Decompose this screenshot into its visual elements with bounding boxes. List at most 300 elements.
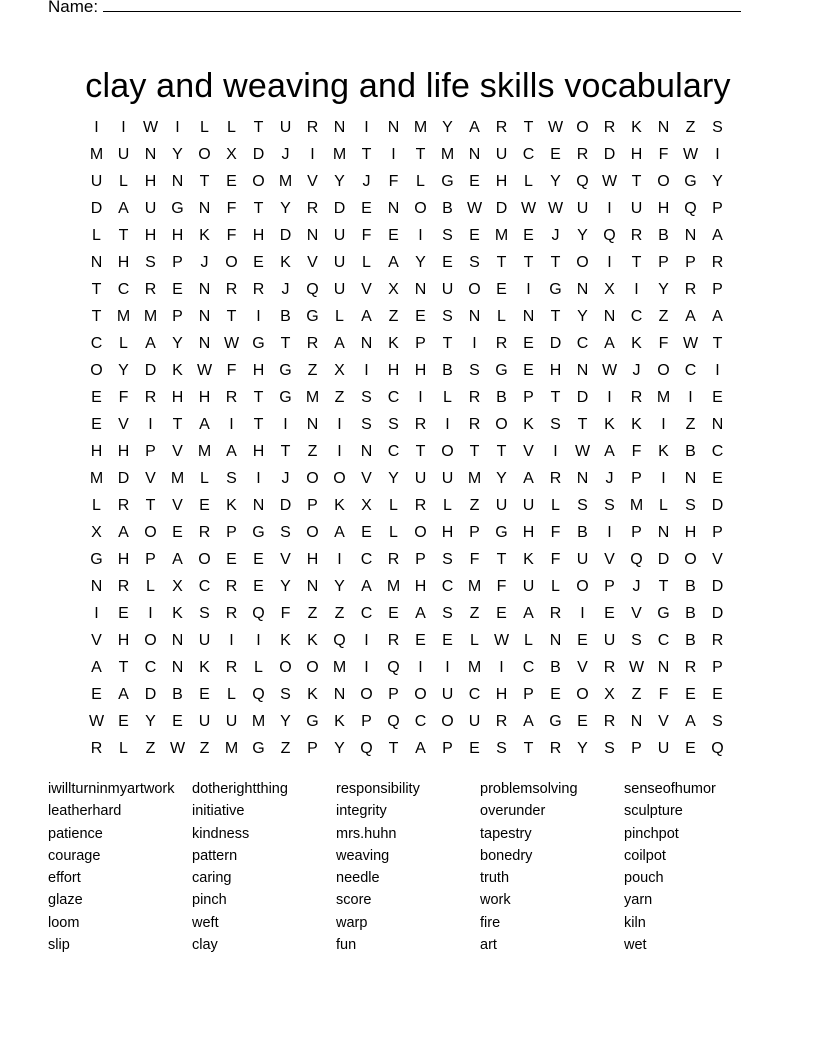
grid-letter: Z — [307, 362, 318, 379]
grid-letter: E — [577, 713, 588, 730]
grid-letter: L — [119, 335, 128, 352]
grid-letter: I — [364, 362, 369, 379]
grid-letter: B — [685, 605, 696, 622]
grid-letter: Y — [145, 713, 156, 730]
grid-letter: I — [418, 227, 423, 244]
grid-row — [83, 465, 731, 492]
grid-letter: P — [145, 443, 156, 460]
grid-letter: B — [172, 686, 183, 703]
grid-letter: Q — [306, 281, 319, 298]
grid-letter: P — [442, 740, 453, 757]
grid-letter: R — [549, 470, 562, 487]
grid-letter: W — [547, 200, 564, 217]
grid-letter: V — [631, 605, 642, 622]
grid-letter: O — [441, 443, 454, 460]
grid-letter: F — [388, 173, 399, 190]
grid-letter: O — [90, 362, 103, 379]
grid-letter: R — [306, 119, 319, 136]
grid-letter: W — [547, 119, 564, 136]
grid-letter: A — [712, 227, 723, 244]
word-column — [48, 778, 192, 956]
grid-letter: T — [118, 227, 129, 244]
word-bank-item: leatherhard — [48, 803, 122, 820]
grid-letter: Z — [199, 740, 210, 757]
grid-letter: E — [91, 389, 102, 406]
grid-letter: A — [415, 740, 426, 757]
grid-letter: S — [550, 416, 561, 433]
grid-letter: D — [144, 686, 157, 703]
grid-letter: Y — [577, 740, 588, 757]
grid-letter: T — [469, 443, 480, 460]
grid-letter: R — [117, 578, 130, 595]
grid-letter: A — [91, 659, 102, 676]
grid-letter: U — [603, 632, 616, 649]
grid-letter: J — [200, 254, 209, 271]
grid-row — [83, 276, 731, 303]
grid-letter: K — [388, 335, 399, 352]
word-bank-item: fire — [480, 914, 501, 931]
grid-letter: E — [361, 200, 372, 217]
grid-letter: F — [658, 146, 669, 163]
word-bank-item: patience — [48, 825, 103, 842]
grid-row — [83, 735, 731, 762]
grid-letter: S — [388, 416, 399, 433]
grid-letter: N — [549, 632, 562, 649]
grid-letter: O — [225, 254, 238, 271]
grid-letter: Z — [469, 497, 480, 514]
grid-letter: T — [388, 740, 399, 757]
grid-letter: D — [279, 497, 292, 514]
grid-letter: T — [496, 551, 507, 568]
word-bank-item: pinch — [192, 892, 227, 909]
grid-letter: J — [362, 173, 371, 190]
grid-letter: J — [632, 578, 641, 595]
grid-letter: C — [144, 659, 157, 676]
grid-letter: E — [91, 686, 102, 703]
grid-letter: N — [468, 146, 481, 163]
grid-letter: R — [630, 389, 643, 406]
grid-letter: F — [496, 578, 507, 595]
grid-letter: H — [495, 173, 508, 190]
grid-letter: C — [576, 335, 589, 352]
grid-letter: R — [306, 200, 319, 217]
grid-letter: I — [688, 389, 693, 406]
grid-letter: K — [334, 497, 345, 514]
grid-letter: F — [631, 443, 642, 460]
grid-letter: N — [333, 686, 346, 703]
grid-letter: U — [468, 713, 481, 730]
grid-letter: S — [442, 227, 453, 244]
grid-letter: M — [89, 470, 104, 487]
grid-letter: R — [468, 416, 481, 433]
grid-letter: A — [361, 308, 372, 325]
grid-letter: R — [225, 605, 238, 622]
grid-letter: E — [469, 173, 480, 190]
grid-letter: C — [117, 281, 130, 298]
grid-letter: B — [442, 362, 453, 379]
grid-letter: C — [90, 335, 103, 352]
grid-letter: H — [684, 524, 697, 541]
grid-letter: Z — [658, 308, 669, 325]
grid-letter: G — [441, 173, 454, 190]
grid-row — [83, 330, 731, 357]
grid-letter: U — [117, 146, 130, 163]
word-bank-item: yarn — [624, 892, 653, 909]
grid-letter: S — [631, 632, 642, 649]
grid-letter: I — [607, 389, 612, 406]
grid-letter: N — [630, 713, 643, 730]
grid-letter: V — [361, 470, 372, 487]
grid-letter: M — [440, 146, 455, 163]
grid-letter: R — [711, 632, 724, 649]
grid-letter: I — [499, 659, 504, 676]
grid-letter: E — [253, 551, 264, 568]
grid-letter: X — [361, 497, 372, 514]
grid-letter: O — [198, 146, 211, 163]
grid-letter: B — [685, 578, 696, 595]
word-bank-item: responsibility — [336, 781, 420, 797]
word-bank-item: dotherightthing — [192, 781, 288, 797]
grid-letter: I — [256, 308, 261, 325]
grid-letter: N — [198, 308, 211, 325]
grid-letter: A — [334, 524, 345, 541]
grid-letter: L — [389, 497, 398, 514]
grid-letter: I — [256, 632, 261, 649]
grid-letter: L — [659, 497, 668, 514]
grid-letter: D — [117, 470, 130, 487]
grid-letter: U — [225, 713, 238, 730]
grid-letter: B — [496, 389, 507, 406]
grid-letter: C — [522, 659, 535, 676]
grid-letter: J — [605, 470, 614, 487]
grid-letter: L — [497, 308, 506, 325]
grid-letter: C — [468, 686, 481, 703]
grid-letter: I — [229, 632, 234, 649]
grid-letter: B — [685, 632, 696, 649]
grid-letter: B — [577, 524, 588, 541]
grid-letter: U — [333, 254, 346, 271]
grid-letter: L — [443, 497, 452, 514]
grid-letter: E — [415, 308, 426, 325]
grid-letter: S — [361, 416, 372, 433]
grid-letter: A — [361, 578, 372, 595]
grid-letter: R — [549, 740, 562, 757]
grid-letter: N — [387, 119, 400, 136]
grid-letter: Y — [388, 470, 399, 487]
grid-letter: F — [658, 686, 669, 703]
grid-row — [83, 141, 731, 168]
grid-letter: M — [251, 713, 266, 730]
grid-letter: E — [685, 686, 696, 703]
grid-letter: R — [117, 497, 130, 514]
grid-letter: D — [657, 551, 670, 568]
word-bank-item: weaving — [336, 847, 390, 864]
grid-letter: R — [603, 119, 616, 136]
grid-letter: F — [469, 551, 480, 568]
grid-letter: N — [522, 308, 535, 325]
grid-letter: M — [224, 740, 239, 757]
grid-letter: I — [661, 470, 666, 487]
grid-letter: Y — [415, 254, 426, 271]
grid-letter: P — [415, 551, 426, 568]
grid-letter: M — [170, 470, 185, 487]
grid-letter: R — [225, 578, 238, 595]
grid-letter: I — [607, 200, 612, 217]
grid-letter: Y — [577, 227, 588, 244]
grid-letter: D — [495, 200, 508, 217]
grid-letter: U — [630, 200, 643, 217]
grid-row — [83, 573, 731, 600]
grid-letter: K — [658, 443, 669, 460]
grid-letter: G — [90, 551, 103, 568]
grid-letter: Y — [334, 740, 345, 757]
grid-letter: K — [631, 119, 642, 136]
grid-letter: I — [634, 281, 639, 298]
grid-letter: S — [469, 362, 480, 379]
grid-row — [83, 384, 731, 411]
grid-letter: M — [386, 578, 401, 595]
grid-letter: P — [307, 740, 318, 757]
word-bank-item: art — [480, 937, 497, 954]
grid-letter: N — [576, 470, 589, 487]
grid-letter: E — [712, 389, 723, 406]
grid-letter: M — [89, 146, 104, 163]
grid-row — [83, 168, 731, 195]
grid-letter: I — [148, 605, 153, 622]
grid-letter: L — [389, 524, 398, 541]
grid-letter: P — [415, 335, 426, 352]
grid-letter: P — [631, 524, 642, 541]
grid-letter: Z — [685, 416, 696, 433]
grid-letter: Z — [307, 605, 318, 622]
grid-letter: O — [144, 524, 157, 541]
grid-letter: G — [306, 308, 319, 325]
grid-letter: Y — [577, 308, 588, 325]
grid-letter: L — [362, 254, 371, 271]
grid-letter: O — [333, 470, 346, 487]
grid-letter: K — [307, 632, 318, 649]
grid-letter: R — [495, 713, 508, 730]
grid-letter: J — [281, 146, 290, 163]
grid-letter: P — [145, 551, 156, 568]
grid-letter: C — [684, 362, 697, 379]
grid-letter: F — [658, 335, 669, 352]
grid-letter: E — [253, 254, 264, 271]
grid-letter: V — [91, 632, 102, 649]
grid-letter: S — [577, 497, 588, 514]
grid-letter: T — [253, 200, 264, 217]
grid-letter: L — [524, 632, 533, 649]
grid-letter: M — [656, 389, 671, 406]
grid-letter: H — [171, 227, 184, 244]
grid-row — [83, 438, 731, 465]
grid-letter: A — [469, 119, 480, 136]
grid-letter: I — [472, 335, 477, 352]
grid-letter: H — [441, 524, 454, 541]
grid-row — [83, 249, 731, 276]
grid-letter: O — [360, 686, 373, 703]
grid-letter: E — [388, 605, 399, 622]
word-bank-item: overunder — [480, 803, 546, 820]
grid-letter: T — [226, 308, 237, 325]
grid-letter: U — [414, 470, 427, 487]
grid-letter: N — [603, 308, 616, 325]
grid-letter: U — [522, 497, 535, 514]
grid-letter: I — [94, 605, 99, 622]
grid-letter: I — [94, 119, 99, 136]
grid-letter: N — [171, 659, 184, 676]
grid-letter: K — [172, 362, 183, 379]
grid-letter: Y — [496, 470, 507, 487]
grid-letter: G — [252, 740, 265, 757]
grid-letter: N — [333, 119, 346, 136]
grid-letter: V — [172, 497, 183, 514]
grid-letter: N — [144, 146, 157, 163]
grid-letter: V — [280, 551, 291, 568]
grid-letter: F — [118, 389, 129, 406]
grid-letter: Y — [280, 200, 291, 217]
grid-letter: O — [441, 713, 454, 730]
grid-letter: Q — [333, 632, 346, 649]
word-bank-item: tapestry — [480, 825, 532, 842]
grid-letter: C — [387, 443, 400, 460]
grid-letter: R — [306, 335, 319, 352]
grid-letter: P — [469, 524, 480, 541]
grid-letter: Y — [658, 281, 669, 298]
word-bank-item: loom — [48, 914, 80, 931]
grid-letter: D — [711, 605, 724, 622]
grid-row — [83, 546, 731, 573]
grid-letter: R — [684, 659, 697, 676]
grid-letter: L — [335, 308, 344, 325]
grid-letter: P — [307, 497, 318, 514]
grid-letter: E — [118, 713, 129, 730]
grid-row — [83, 600, 731, 627]
grid-letter: Y — [280, 578, 291, 595]
grid-letter: G — [279, 362, 292, 379]
grid-letter: X — [604, 281, 615, 298]
grid-letter: O — [414, 524, 427, 541]
grid-letter: I — [148, 416, 153, 433]
grid-letter: K — [523, 416, 534, 433]
grid-letter: T — [415, 146, 426, 163]
grid-letter: E — [361, 524, 372, 541]
grid-letter: A — [226, 443, 237, 460]
grid-letter: G — [495, 524, 508, 541]
grid-letter: T — [523, 740, 534, 757]
grid-letter: A — [388, 254, 399, 271]
grid-letter: O — [414, 686, 427, 703]
grid-letter: Y — [118, 362, 129, 379]
grid-letter: R — [225, 389, 238, 406]
grid-letter: R — [711, 254, 724, 271]
grid-letter: T — [577, 416, 588, 433]
grid-letter: O — [468, 281, 481, 298]
grid-letter: O — [657, 173, 670, 190]
grid-letter: W — [682, 335, 699, 352]
grid-letter: T — [280, 443, 291, 460]
grid-letter: W — [493, 632, 510, 649]
grid-letter: G — [252, 524, 265, 541]
grid-letter: T — [253, 119, 264, 136]
grid-letter: P — [604, 578, 615, 595]
name-blank-line — [103, 0, 741, 12]
grid-letter: T — [91, 308, 102, 325]
grid-letter: E — [469, 740, 480, 757]
grid-letter: T — [199, 173, 210, 190]
word-column — [192, 778, 336, 956]
grid-letter: I — [445, 659, 450, 676]
grid-letter: N — [90, 578, 103, 595]
grid-row — [83, 681, 731, 708]
word-bank-item: wet — [624, 937, 647, 954]
grid-row — [83, 357, 731, 384]
grid-letter: K — [523, 551, 534, 568]
grid-letter: E — [496, 281, 507, 298]
grid-letter: P — [361, 713, 372, 730]
grid-letter: Y — [172, 335, 183, 352]
grid-letter: L — [254, 659, 263, 676]
grid-letter: S — [604, 740, 615, 757]
grid-letter: T — [442, 335, 453, 352]
grid-letter: O — [306, 659, 319, 676]
grid-letter: D — [549, 335, 562, 352]
grid-letter: D — [603, 146, 616, 163]
grid-letter: X — [604, 686, 615, 703]
grid-letter: O — [198, 551, 211, 568]
grid-letter: T — [550, 254, 561, 271]
grid-letter: S — [604, 497, 615, 514]
grid-letter: U — [333, 281, 346, 298]
grid-letter: S — [442, 551, 453, 568]
grid-letter: Z — [280, 740, 291, 757]
grid-letter: T — [550, 308, 561, 325]
grid-letter: S — [442, 605, 453, 622]
grid-letter: P — [658, 254, 669, 271]
grid-letter: C — [522, 146, 535, 163]
grid-letter: A — [604, 335, 615, 352]
grid-letter: H — [657, 200, 670, 217]
grid-letter: I — [364, 632, 369, 649]
grid-letter: H — [144, 173, 157, 190]
grid-letter: T — [658, 578, 669, 595]
grid-row — [83, 195, 731, 222]
grid-letter: T — [172, 416, 183, 433]
word-bank-item: caring — [192, 870, 232, 887]
grid-letter: F — [361, 227, 372, 244]
grid-letter: E — [442, 254, 453, 271]
grid-letter: V — [145, 470, 156, 487]
grid-letter: I — [364, 119, 369, 136]
grid-letter: A — [685, 308, 696, 325]
grid-letter: Z — [685, 119, 696, 136]
grid-letter: O — [576, 686, 589, 703]
grid-letter: T — [280, 335, 291, 352]
grid-letter: Z — [469, 605, 480, 622]
grid-letter: N — [414, 281, 427, 298]
word-bank-item: warp — [336, 914, 368, 931]
word-bank-item: bonedry — [480, 847, 533, 864]
grid-letter: L — [92, 227, 101, 244]
grid-letter: V — [604, 551, 615, 568]
grid-letter: U — [576, 551, 589, 568]
grid-letter: R — [630, 227, 643, 244]
grid-letter: I — [661, 416, 666, 433]
grid-letter: Z — [307, 443, 318, 460]
grid-letter: U — [441, 281, 454, 298]
grid-letter: R — [549, 605, 562, 622]
grid-letter: T — [118, 659, 129, 676]
